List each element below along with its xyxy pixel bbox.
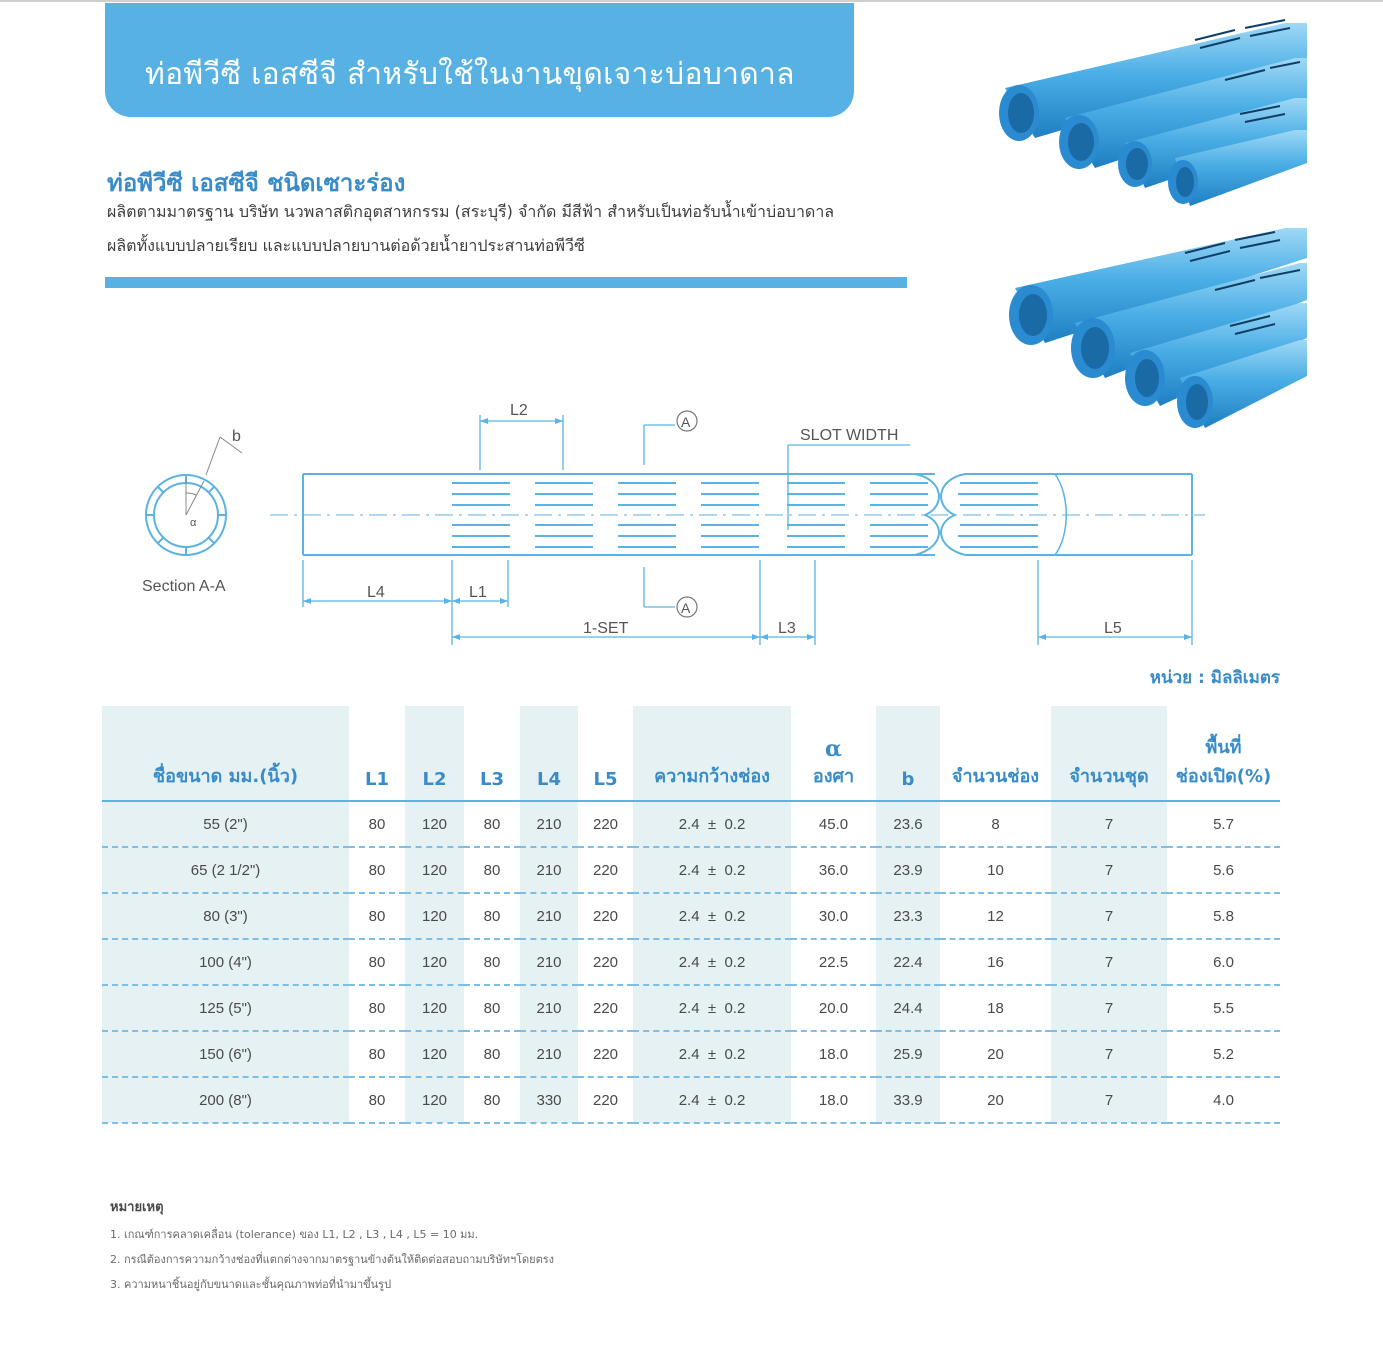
cell-l2: 120 xyxy=(405,893,464,939)
section-view xyxy=(142,428,242,595)
pipe-body xyxy=(270,474,1205,555)
cell-alpha: 20.0 xyxy=(791,985,876,1031)
cell-l1: 80 xyxy=(349,893,405,939)
cell-open-area: 5.6 xyxy=(1167,847,1280,893)
spec-table xyxy=(102,706,1280,1124)
description-line-2: ผลิตทั้งแบบปลายเรียบ และแบบปลายบานต่อด้วยน้ำยาประสานท่อพีวีซี xyxy=(107,236,585,255)
dimension-lines xyxy=(303,415,1192,645)
cell-l3: 80 xyxy=(464,985,520,1031)
table-row xyxy=(102,1031,1280,1077)
cell-size: 150 (6") xyxy=(102,1031,349,1077)
marker-a-top: A xyxy=(681,414,691,430)
cell-slot-count: 10 xyxy=(940,847,1051,893)
header-slot-width: ความกว้างช่อง xyxy=(633,706,791,801)
cell-open-area: 5.7 xyxy=(1167,801,1280,847)
header-alpha-symbol: α xyxy=(825,736,842,762)
header-set-count: จำนวนชุด xyxy=(1051,706,1167,801)
table-body xyxy=(102,801,1280,1123)
notes-title: หมายเหตุ xyxy=(110,1200,164,1215)
cell-slot-count: 16 xyxy=(940,939,1051,985)
cell-set-count: 7 xyxy=(1051,847,1167,893)
cell-set-count: 7 xyxy=(1051,801,1167,847)
cell-b: 23.3 xyxy=(876,893,940,939)
cell-l4: 210 xyxy=(520,939,578,985)
cell-l2: 120 xyxy=(405,1077,464,1123)
table-row xyxy=(102,1077,1280,1123)
cell-open-area: 5.8 xyxy=(1167,893,1280,939)
header-b: b xyxy=(876,706,940,801)
note-item: 1. เกณฑ์การคลาดเคลื่อน (tolerance) ของ L1, L2 , L3 , L4 , L5 = 10 มม. xyxy=(110,1228,479,1241)
label-b: b xyxy=(232,428,241,445)
cell-l3: 80 xyxy=(464,1031,520,1077)
header-l3: L3 xyxy=(464,706,520,801)
note-item: 3. ความหนาชิ้นอยู่กับขนาดและชั้นคุณภาพท่อที่นำมาขึ้นรูป xyxy=(110,1278,392,1291)
table-row xyxy=(102,893,1280,939)
cell-l1: 80 xyxy=(349,985,405,1031)
unit-note: หน่วย : มิลลิเมตร xyxy=(1149,668,1280,688)
cell-set-count: 7 xyxy=(1051,1077,1167,1123)
cell-alpha: 36.0 xyxy=(791,847,876,893)
dim-l2: L2 xyxy=(510,402,528,419)
table-row xyxy=(102,847,1280,893)
cell-b: 22.4 xyxy=(876,939,940,985)
cell-slot-count: 18 xyxy=(940,985,1051,1031)
cell-l2: 120 xyxy=(405,939,464,985)
cell-open-area: 5.2 xyxy=(1167,1031,1280,1077)
section-label: Section A-A xyxy=(142,578,226,595)
cell-open-area: 6.0 xyxy=(1167,939,1280,985)
cell-l4: 210 xyxy=(520,985,578,1031)
header-l4: L4 xyxy=(520,706,578,801)
header-slot-count: จำนวนช่อง xyxy=(940,706,1051,801)
title-banner xyxy=(105,3,854,117)
cell-slot-width: 2.4 ± 0.2 xyxy=(633,985,791,1031)
header-alpha xyxy=(791,706,876,801)
cell-set-count: 7 xyxy=(1051,893,1167,939)
cell-slot-width: 2.4 ± 0.2 xyxy=(633,801,791,847)
cell-slot-width: 2.4 ± 0.2 xyxy=(633,847,791,893)
cell-l5: 220 xyxy=(578,847,633,893)
cell-size: 65 (2 1/2") xyxy=(102,847,349,893)
header-l1: L1 xyxy=(349,706,405,801)
cell-l1: 80 xyxy=(349,1031,405,1077)
cell-l3: 80 xyxy=(464,801,520,847)
cell-l5: 220 xyxy=(578,1077,633,1123)
dim-l5: L5 xyxy=(1104,620,1122,637)
dim-l1: L1 xyxy=(469,584,487,601)
cell-l4: 210 xyxy=(520,847,578,893)
cell-slot-count: 8 xyxy=(940,801,1051,847)
cell-l1: 80 xyxy=(349,801,405,847)
header-size: ชื่อขนาด มม.(นิ้ว) xyxy=(102,706,349,801)
cell-l4: 210 xyxy=(520,1031,578,1077)
table-row xyxy=(102,939,1280,985)
page-top-border xyxy=(0,0,1383,2)
cell-size: 125 (5") xyxy=(102,985,349,1031)
header-l2: L2 xyxy=(405,706,464,801)
table-row xyxy=(102,985,1280,1031)
cell-l4: 330 xyxy=(520,1077,578,1123)
cell-b: 23.6 xyxy=(876,801,940,847)
cell-slot-count: 12 xyxy=(940,893,1051,939)
dim-l3: L3 xyxy=(778,620,796,637)
note-item: 2. กรณีต้องการความกว้างช่องที่แตกต่างจากมาตรฐานข้างต้นให้ติดต่อสอบถามบริษัทฯโดยตรง xyxy=(110,1253,555,1266)
cell-b: 24.4 xyxy=(876,985,940,1031)
cell-l5: 220 xyxy=(578,939,633,985)
section-divider xyxy=(105,277,907,288)
cell-set-count: 7 xyxy=(1051,985,1167,1031)
description-line-1: ผลิตตามมาตรฐาน บริษัท นวพลาสติกอุตสาหกรรม (สระบุรี) จำกัด มีสีฟ้า สำหรับเป็นท่อรับน้ำเข้าบ่อบาดาล xyxy=(107,202,835,221)
cell-alpha: 18.0 xyxy=(791,1077,876,1123)
cell-slot-count: 20 xyxy=(940,1031,1051,1077)
cell-b: 23.9 xyxy=(876,847,940,893)
page-title: ท่อพีวีซี เอสซีจี สำหรับใช้ในงานขุดเจาะบ่อบาดาล xyxy=(145,57,795,92)
cell-set-count: 7 xyxy=(1051,939,1167,985)
cell-slot-count: 20 xyxy=(940,1077,1051,1123)
cell-l5: 220 xyxy=(578,893,633,939)
header-open-area-line1: พื้นที่ xyxy=(1205,737,1242,758)
cell-l3: 80 xyxy=(464,1077,520,1123)
dim-1-set: 1-SET xyxy=(583,620,629,637)
cell-l3: 80 xyxy=(464,893,520,939)
cell-l5: 220 xyxy=(578,801,633,847)
cell-set-count: 7 xyxy=(1051,1031,1167,1077)
cell-l5: 220 xyxy=(578,1031,633,1077)
cell-alpha: 18.0 xyxy=(791,1031,876,1077)
cell-size: 80 (3") xyxy=(102,893,349,939)
cell-alpha: 30.0 xyxy=(791,893,876,939)
cell-open-area: 5.5 xyxy=(1167,985,1280,1031)
cell-l2: 120 xyxy=(405,801,464,847)
marker-a-bottom: A xyxy=(681,600,691,616)
cell-l1: 80 xyxy=(349,847,405,893)
notes-section xyxy=(110,1196,554,1300)
table-header-row xyxy=(102,706,1280,801)
pipe-photo-plain-end xyxy=(995,18,1307,216)
cell-b: 25.9 xyxy=(876,1031,940,1077)
cell-alpha: 22.5 xyxy=(791,939,876,985)
cell-l3: 80 xyxy=(464,939,520,985)
cell-size: 100 (4") xyxy=(102,939,349,985)
cell-l2: 120 xyxy=(405,1031,464,1077)
cell-slot-width: 2.4 ± 0.2 xyxy=(633,1077,791,1123)
cell-l4: 210 xyxy=(520,801,578,847)
cell-b: 33.9 xyxy=(876,1077,940,1123)
table-row xyxy=(102,801,1280,847)
label-alpha: α xyxy=(190,517,197,529)
header-alpha-unit: องศา xyxy=(812,766,855,787)
cell-l3: 80 xyxy=(464,847,520,893)
cell-size: 55 (2") xyxy=(102,801,349,847)
cell-l1: 80 xyxy=(349,1077,405,1123)
cell-l4: 210 xyxy=(520,893,578,939)
slot-width-label: SLOT WIDTH xyxy=(800,427,899,444)
dim-l4: L4 xyxy=(367,584,385,601)
cell-slot-width: 2.4 ± 0.2 xyxy=(633,939,791,985)
cell-alpha: 45.0 xyxy=(791,801,876,847)
cell-l1: 80 xyxy=(349,939,405,985)
cell-l2: 120 xyxy=(405,847,464,893)
cell-l5: 220 xyxy=(578,985,633,1031)
cell-l2: 120 xyxy=(405,985,464,1031)
header-open-area xyxy=(1167,706,1280,801)
cell-open-area: 4.0 xyxy=(1167,1077,1280,1123)
section-subtitle: ท่อพีวีซี เอสซีจี ชนิดเซาะร่อง xyxy=(107,169,406,197)
cell-size: 200 (8") xyxy=(102,1077,349,1123)
cell-slot-width: 2.4 ± 0.2 xyxy=(633,1031,791,1077)
header-l5: L5 xyxy=(578,706,633,801)
header-open-area-line2: ช่องเปิด(%) xyxy=(1175,766,1272,787)
slot-pipe-technical-drawing xyxy=(120,395,1210,645)
cell-slot-width: 2.4 ± 0.2 xyxy=(633,893,791,939)
